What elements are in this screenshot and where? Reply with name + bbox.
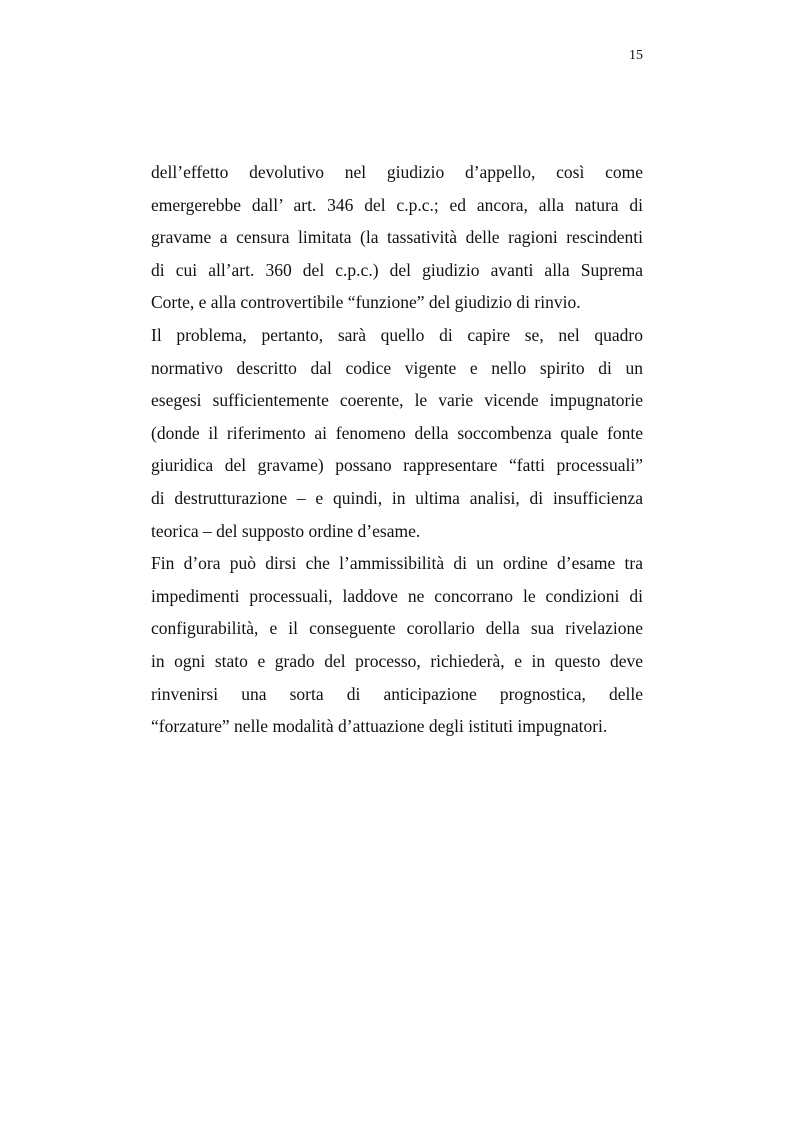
text-line: emergerebbe dall’ art. 346 del c.p.c.; ed ancora, alla natura di [151,194,643,215]
text-line: impedimenti processuali, laddove ne concorrano le condizioni di [151,585,643,606]
text-line: di destrutturazione – e quindi, in ultima analisi, di insufficienza [151,487,643,508]
body-text [151,156,643,743]
text-line: configurabilità, e il conseguente corollario della sua rivelazione [151,618,643,639]
text-line: teorica – del supposto ordine d’esame. [151,520,421,541]
text-line: (donde il riferimento ai fenomeno della soccombenza quale fonte [151,422,643,443]
text-line: giuridica del gravame) possano rappresentare “fatti processuali” [151,455,643,476]
text-line: rinvenirsi una sorta di anticipazione prognostica, delle [151,683,643,704]
text-line: in ogni stato e grado del processo, richiederà, e in questo deve [151,650,643,671]
text-line: esegesi sufficientemente coerente, le varie vicende impugnatorie [151,390,643,411]
text-line: Corte, e alla controvertibile “funzione” del giudizio di rinvio. [151,292,581,313]
text-line: normativo descritto dal codice vigente e nello spirito di un [151,357,643,378]
text-line: Il problema, pertanto, sarà quello di capire se, nel quadro [151,324,643,345]
text-line: Fin d’ora può dirsi che l’ammissibilità di un ordine d’esame tra [151,553,643,574]
text-line: di cui all’art. 360 del c.p.c.) del giudizio avanti alla Suprema [151,259,643,280]
text-line: dell’effetto devolutivo nel giudizio d’appello, così come [151,162,643,182]
page-number: 15 [629,48,643,63]
text-line: gravame a censura limitata (la tassatività delle ragioni rescindenti [151,227,643,248]
text-line: “forzature” nelle modalità d’attuazione degli istituti impugnatori. [151,716,608,737]
